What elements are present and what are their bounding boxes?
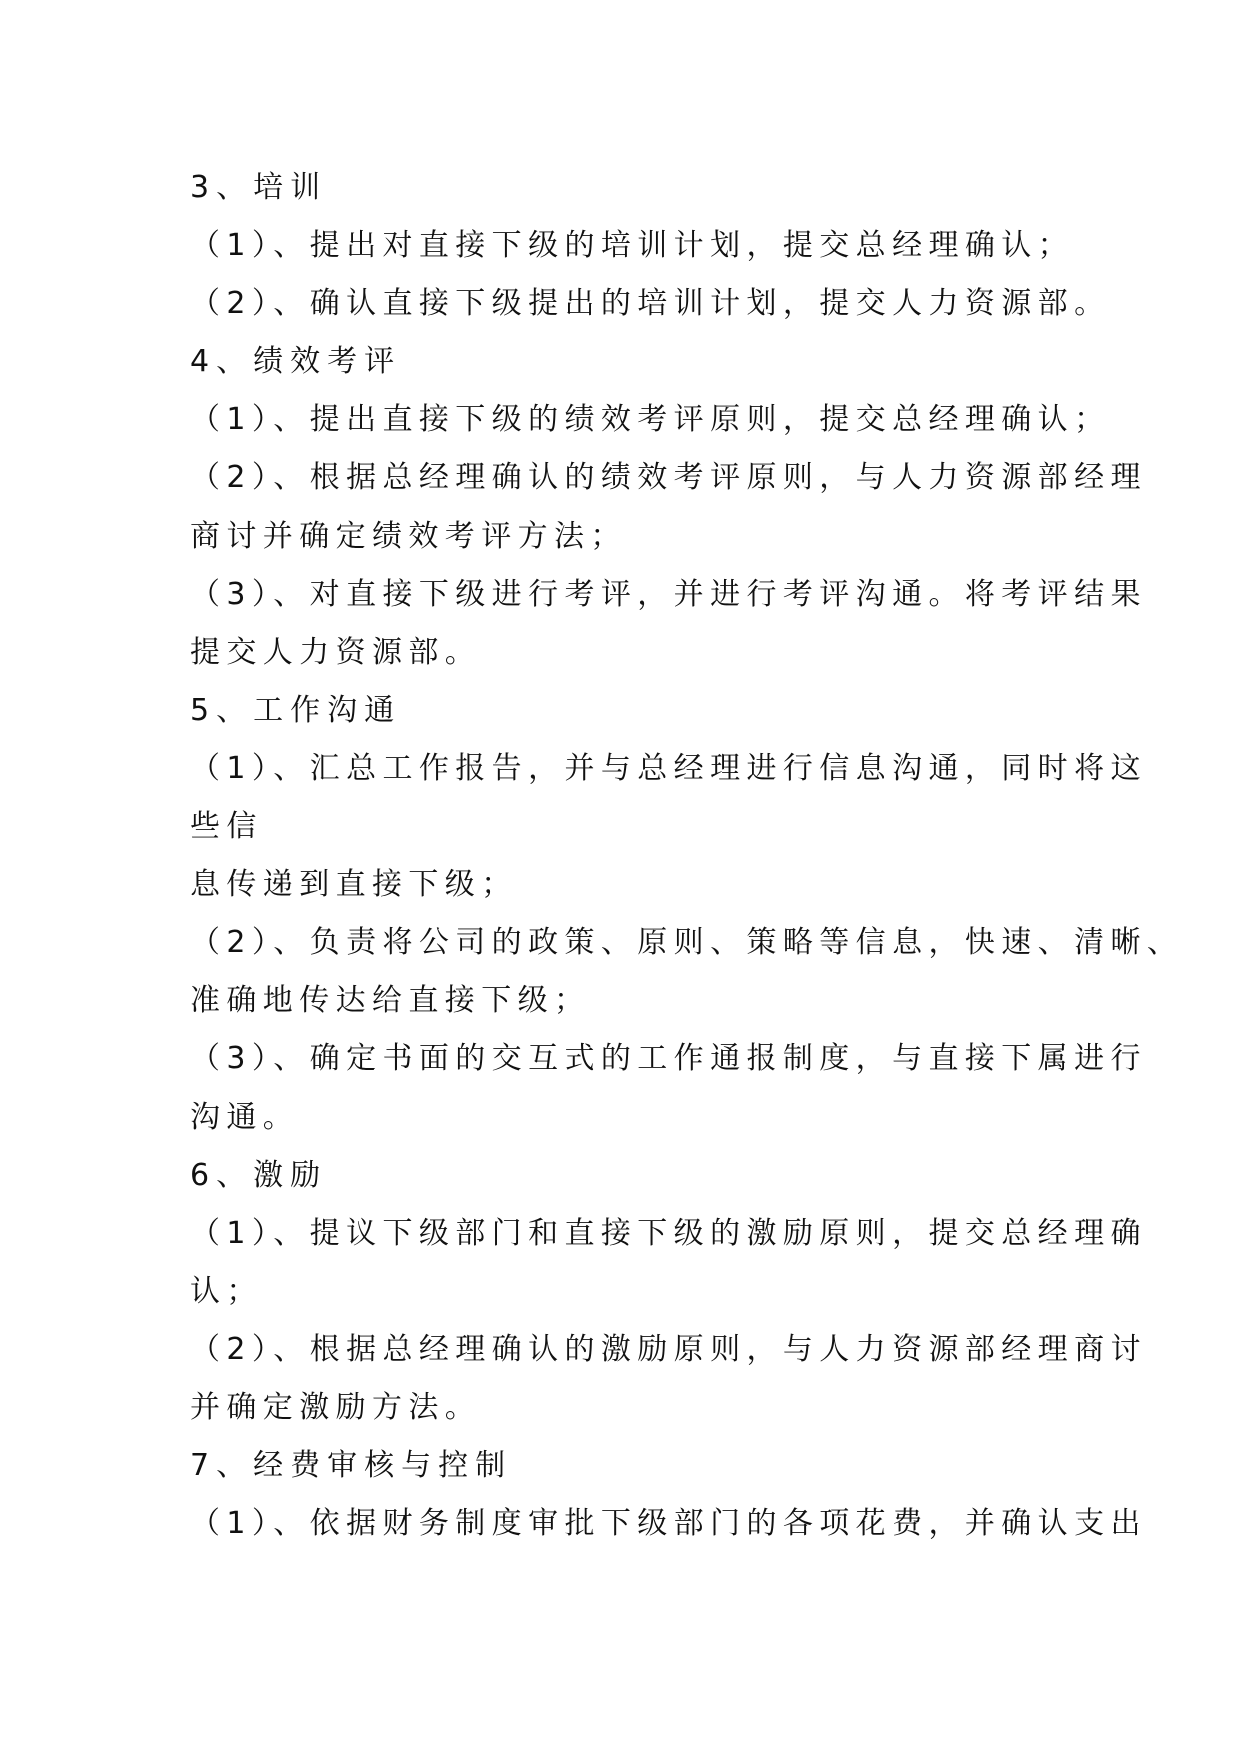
list-item-continuation: 并确定激励方法。 bbox=[190, 1389, 482, 1425]
list-item-continuation: 认； bbox=[190, 1273, 263, 1309]
list-item: （2）、负责将公司的政策、原则、策略等信息，快速、清晰、 bbox=[190, 925, 1184, 961]
list-item: （2）、根据总经理确认的激励原则，与人力资源部经理商讨 bbox=[190, 1331, 1147, 1367]
list-item-continuation: 提交人力资源部。 bbox=[190, 634, 482, 670]
section-heading: 7、经费审核与控制 bbox=[190, 1448, 513, 1484]
list-item: （2）、根据总经理确认的绩效考评原则，与人力资源部经理 bbox=[190, 460, 1147, 496]
list-item-continuation: 沟通。 bbox=[190, 1099, 300, 1135]
section-heading: 3、培训 bbox=[190, 170, 328, 205]
list-item: （1）、汇总工作报告，并与总经理进行信息沟通，同时将这 bbox=[190, 750, 1147, 786]
section-heading: 4、绩效考评 bbox=[190, 344, 402, 380]
list-item-continuation: 商讨并确定绩效考评方法； bbox=[190, 518, 627, 554]
list-item: （2）、确认直接下级提出的培训计划，提交人力资源部。 bbox=[190, 286, 1111, 322]
section-heading: 6、激励 bbox=[190, 1157, 328, 1193]
list-item: （1）、提出对直接下级的培训计划，提交总经理确认； bbox=[190, 228, 1075, 264]
list-item: （1）、提议下级部门和直接下级的激励原则，提交总经理确 bbox=[190, 1215, 1147, 1251]
list-item-continuation: 准确地传达给直接下级； bbox=[190, 983, 591, 1019]
section-heading: 5、工作沟通 bbox=[190, 692, 402, 728]
list-item: （3）、对直接下级进行考评，并进行考评沟通。将考评结果 bbox=[190, 576, 1147, 612]
list-item-continuation: 些信 bbox=[190, 809, 263, 845]
list-item: （1）、提出直接下级的绩效考评原则，提交总经理确认； bbox=[190, 402, 1111, 438]
list-item-continuation: 息传递到直接下级； bbox=[190, 867, 518, 903]
list-item: （3）、确定书面的交互式的工作通报制度，与直接下属进行 bbox=[190, 1041, 1147, 1077]
document-body bbox=[190, 159, 1184, 1553]
list-item: （1）、依据财务制度审批下级部门的各项花费，并确认支出 bbox=[190, 1506, 1147, 1542]
